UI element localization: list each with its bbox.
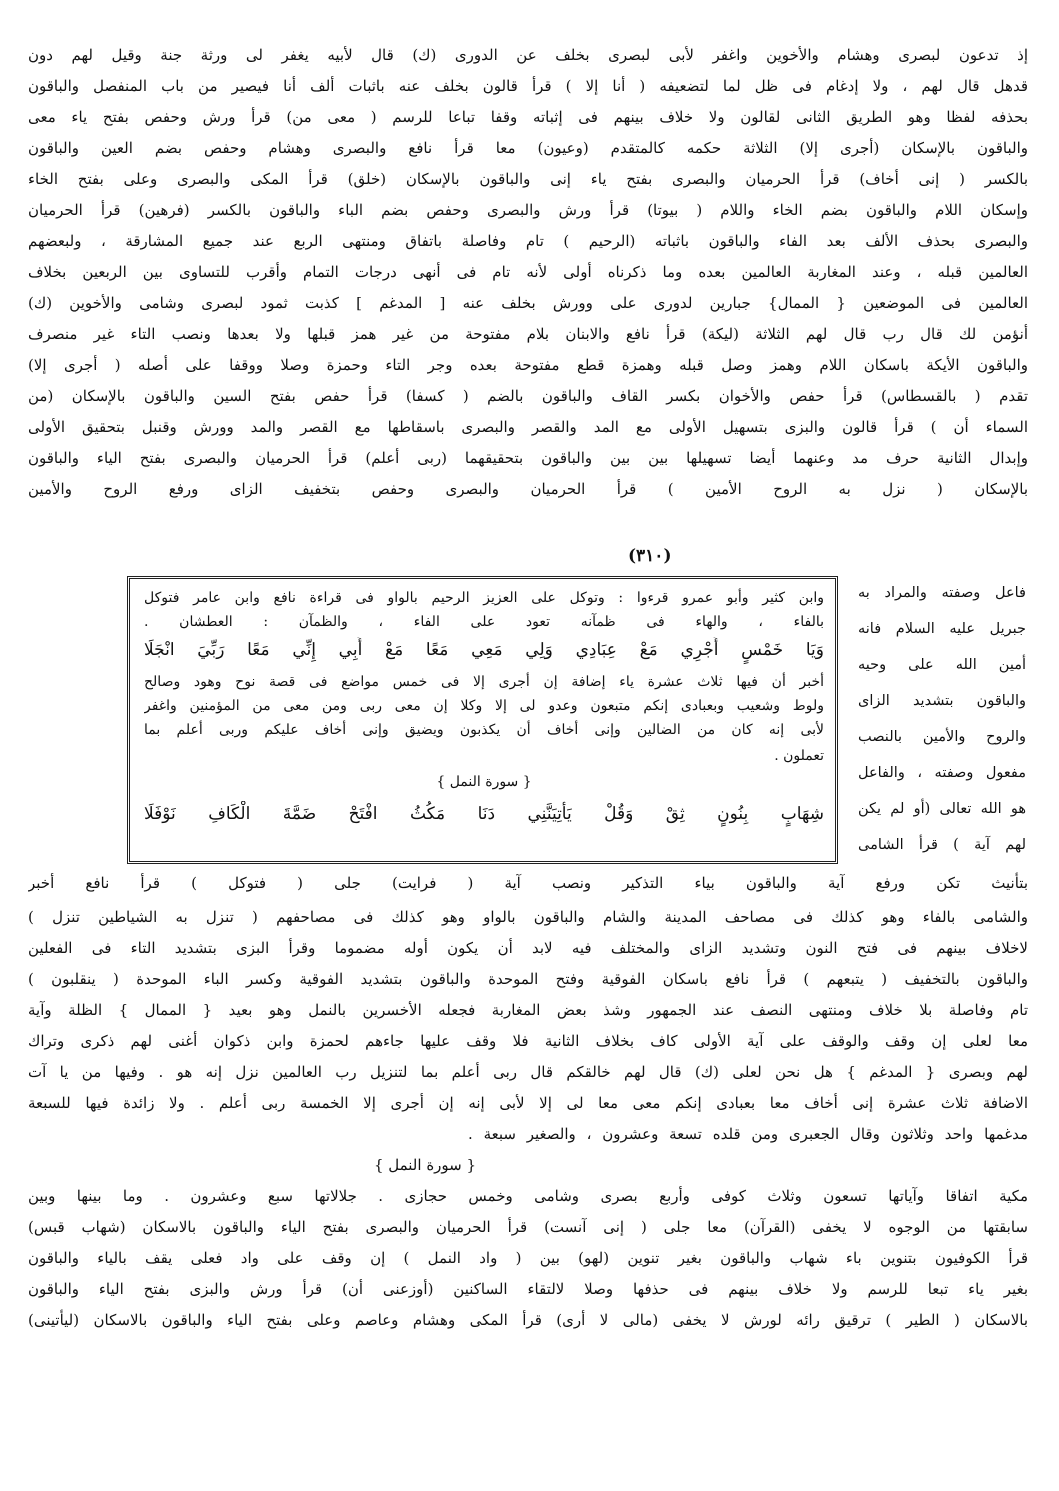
- verse-line: وَيَا خَمْسٍ أَجْرِي مَعْ عِبَادِي وَلِي مَعِي مَعًا مَعْ أَبِي إِنِّي مَعًا رَبِّيَ انْجَلَا: [144, 640, 824, 660]
- surah-caption: { سورة النمل }: [373, 1156, 477, 1174]
- text-line: إذ تدعون لبصرى وهشام والأخوين واغفر لأبى لبصرى بخلف عن الدورى (ك) قال لأبيه يغفر لى ورثة جنة وقيل لهم دون: [28, 46, 1028, 64]
- box-line: أخبر أن فيها ثلاث عشرة ياء إضافة إن أجرى إلا فى خمس مواضع فى قصة نوح وهود وصالح: [144, 674, 824, 690]
- text-line: والبصرى بحذف الألف بعد الفاء والباقون باثباته (الرحيم ) تام وفاصلة باتفاق ومنتهى الربع عند جميع المشارقة ، ولبعضهم: [28, 232, 1028, 250]
- text-line: العالمين قبله ، وعند المغاربة العالمين بعده وما ذكرناه أولى لأنه تام فى أنهى درجات التمام وأقرب للتساوى بين الربعين بخلاف: [28, 263, 1028, 281]
- text-line: لهم وبصرى { المدغم } هل نحن لعلى (ك) قال لهم خالقكم قال ربى أعلم بما لتنزيل رب العالمين نزل إنه هو . وفيها من يا آت: [28, 1063, 1028, 1081]
- box-line: وابن كثير وأبو عمرو قرءوا : وتوكل على العزيز الرحيم بالواو فى قراءة نافع وابن عامر فتوكل: [144, 590, 824, 606]
- side-line: لهم آية ) قرأ الشامى: [858, 837, 1026, 853]
- text-line: لاخلاف بينهم فى فتح النون وتشديد الزاى والمختلف فيه لابد أن يكون أوله مضموما وقرأ البزى بتشديد التاء فى الفعلين: [28, 939, 1028, 957]
- text-line: تقدم ( بالقسطاس) قرأ حفص والأخوان بكسر القاف والباقون بالضم ( كسفا) قرأ حفص بفتح السين والباقون بالإسكان (من: [28, 387, 1028, 405]
- verse-box: [127, 576, 838, 864]
- text-line: العالمين فى الموضعين { الممال} جبارين لدورى على وورش بخلف عنه [ المدغم ] كذبت ثمود لبصرى وشامى والأخوين (ك): [28, 294, 1028, 312]
- heading-line: بالإسكان ( نزل به الروح الأمين ) قرأ الحرميان والبصرى وحفص بتخفيف الزاى ورفع الروح والأمين: [28, 480, 1028, 498]
- side-line: والباقون بتشديد الزاى: [858, 693, 1026, 709]
- text-line: أنؤمن لك قال رب قال لهم الثلاثة (ليكة) قرأ نافع والابنان بلام مفتوحة من غير همز قبلها ولا بعدها ونصب التاء غير منصرف: [28, 325, 1028, 343]
- text-line: والشامى بالفاء وهو كذلك فى مصاحف المدينة والشام والباقون بالواو وهو كذلك فى مصاحفهم ( تنزل به الشياطين تنزل ): [28, 908, 1028, 926]
- text-line: السماء أن ) قرأ قالون والبزى بتسهيل الأولى مع المد والقصر والبصرى باسقاطها مع القصر والمد وورش وقنبل بتحقيق الأولى: [28, 418, 1028, 436]
- verse-line: شِهَابٍ بِنُونٍ ثِقْ وَقُلْ يَأْتِيَنَّنِي دَنَا مَكُثُ افْتَحْ ضَمَّةَ الْكَافِ نَوْفَلَا: [144, 804, 824, 824]
- side-line: جبريل عليه السلام فانه: [858, 621, 1026, 637]
- text-line: والباقون بالإسكان (أجرى إلا) الثلاثة حكمه كالمتقدم (وعيون) معا قرأ نافع والبصرى وهشام وحفص بضم العين والباقون: [28, 139, 1028, 157]
- text-line: قدهل قال لهم ، ولا إدغام فى ظل لما لتضعيفه ( أنا إلا ) قرأ قالون بخلف عنه باثبات ألف أنا فيصير من باب المنفصل والباقون: [28, 77, 1028, 95]
- text-line: سابقتها من الوجوه لا يخفى (القرآن) معا جلى ( إنى آنست) قرأ الحرميان والبصرى بفتح الياء والباقون بالاسكان (شهاب قبس): [28, 1218, 1028, 1236]
- box-line: تعملون .: [774, 748, 824, 764]
- box-line: ولوط وشعيب وبعبادى إنكم متبعون وعدو لى إلا وكلا إن معى ربى ومن معى من المؤمنين واغفر: [144, 698, 824, 714]
- text-line: مدغمها واحد وثلاثون وقال الجعبرى ومن قلده تسعة وعشرون ، والصغير سبعة .: [468, 1125, 1028, 1143]
- text-line: بغير ياء تبعا للرسم ولا خلاف بينهم فى حذفها وصلا لالتقاء الساكنين (أوزعنى أن) قرأ ورش والبزى بفتح الياء والباقون: [28, 1280, 1028, 1298]
- side-line: أمين الله على وحيه: [858, 657, 1026, 673]
- text-line: مكية اتفاقا وآياتها تسعون وثلاث كوفى وأربع بصرى وشامى وخمس حجازى . جلالاتها سبع وعشرون . وما بينها وبين: [28, 1187, 1028, 1205]
- text-line: تام وفاصلة بلا خلاف ومنتهى النصف عند الجمهور وشذ بعض المغاربة فجعله الأخسرين بالنمل وهو بعيد { الممال } الظلة وآية: [28, 1001, 1028, 1019]
- text-line: قرأ الكوفيون بتنوين باء شهاب والباقون بغير تنوين (لهو) بين ( واد النمل ) إن وقف على واد فعلى يقف بالياء والباقون: [28, 1249, 1028, 1267]
- box-line: بالفاء ، والهاء فى ظمآنه تعود على الفاء ، والظمآن : العطشان .: [144, 614, 824, 630]
- box-line: لأبى إنه كان من الضالين وإنى أخاف أن يكذبون ويضيق وإنى أخاف عليكم وربى أعلم بما: [144, 722, 824, 738]
- page-number: (٣١٠): [628, 546, 672, 566]
- surah-caption: { سورة النمل }: [436, 774, 532, 790]
- side-line: فاعل وصفته والمراد به: [858, 585, 1026, 601]
- text-line: بحذفه لفظا وهو الطريق الثانى لقالون ولا خلاف بينهم فى إثباته وقفا تباعا للرسم ( معى من) قرأ ورش وحفص بفتح ياء معى: [28, 108, 1028, 126]
- text-line: والباقون الأيكة باسكان اللام وهمز وصل قبله وهمزة قطع مفتوحة بعده وجر التاء وحمزة وصلا ووقفا على أصله ( أجرى إلا): [28, 356, 1028, 374]
- text-line: بالكسر ( إنى أخاف) قرأ الحرميان والبصرى بفتح ياء إنى والباقون بالإسكان (خلق) قرأ المكى والبصرى وعلى بفتح الخاء: [28, 170, 1028, 188]
- text-line: وإسكان اللام والباقون بضم الخاء واللام ( بيوتا) قرأ ورش والبصرى وحفص بضم الباء والباقون بالكسر (فرهين) قرأ الحرميان: [28, 201, 1028, 219]
- text-line: وإبدال الثانية حرف مد وعنهما أيضا تسهيلها بين بين والباقون بتحقيقهما (ربى أعلم) قرأ الحرميان والبصرى بفتح الياء والباقون: [28, 449, 1028, 467]
- text-line: والباقون بالتخفيف ( يتبعهم ) قرأ نافع باسكان الفوقية وفتح الموحدة والباقون بتشديد الفوقية وكسر الباء الموحدة ( ينقلبون ): [28, 970, 1028, 988]
- side-line: مفعول وصفته ، والفاعل: [858, 765, 1026, 781]
- text-line: الاضافة ثلاث عشرة إنى أخاف معا بعبادى إنكم معى معا لى إلا لأبى إنه إن أجرى إلا الخمسة ربى أعلم . ولا زائدة فيها للسبعة: [28, 1094, 1028, 1112]
- text-line: بتأنيث تكن ورفع آية والباقون بياء التذكير ونصب آية ( فرايت) جلى ( فتوكل ) قرأ نافع أخبر: [28, 874, 1028, 892]
- side-line: والروح والأمين بالنصب: [858, 729, 1026, 745]
- side-line: هو الله تعالى (أو لم يكن: [858, 801, 1026, 817]
- text-line: معا لعلى إن وقف والوقف على آية الأولى كاف بخلاف الثانية فلا وقف عليها جاءهم لحمزة وابن ذكوان أغنى لهم ذكرى وتراك: [28, 1032, 1028, 1050]
- text-line: بالاسكان ( الطير ) ترقيق رائه لورش لا يخفى (مالى لا أرى) قرأ المكى وهشام وعاصم وعلى بفتح الياء والباقون بالاسكان (ليأتينى): [28, 1311, 1028, 1329]
